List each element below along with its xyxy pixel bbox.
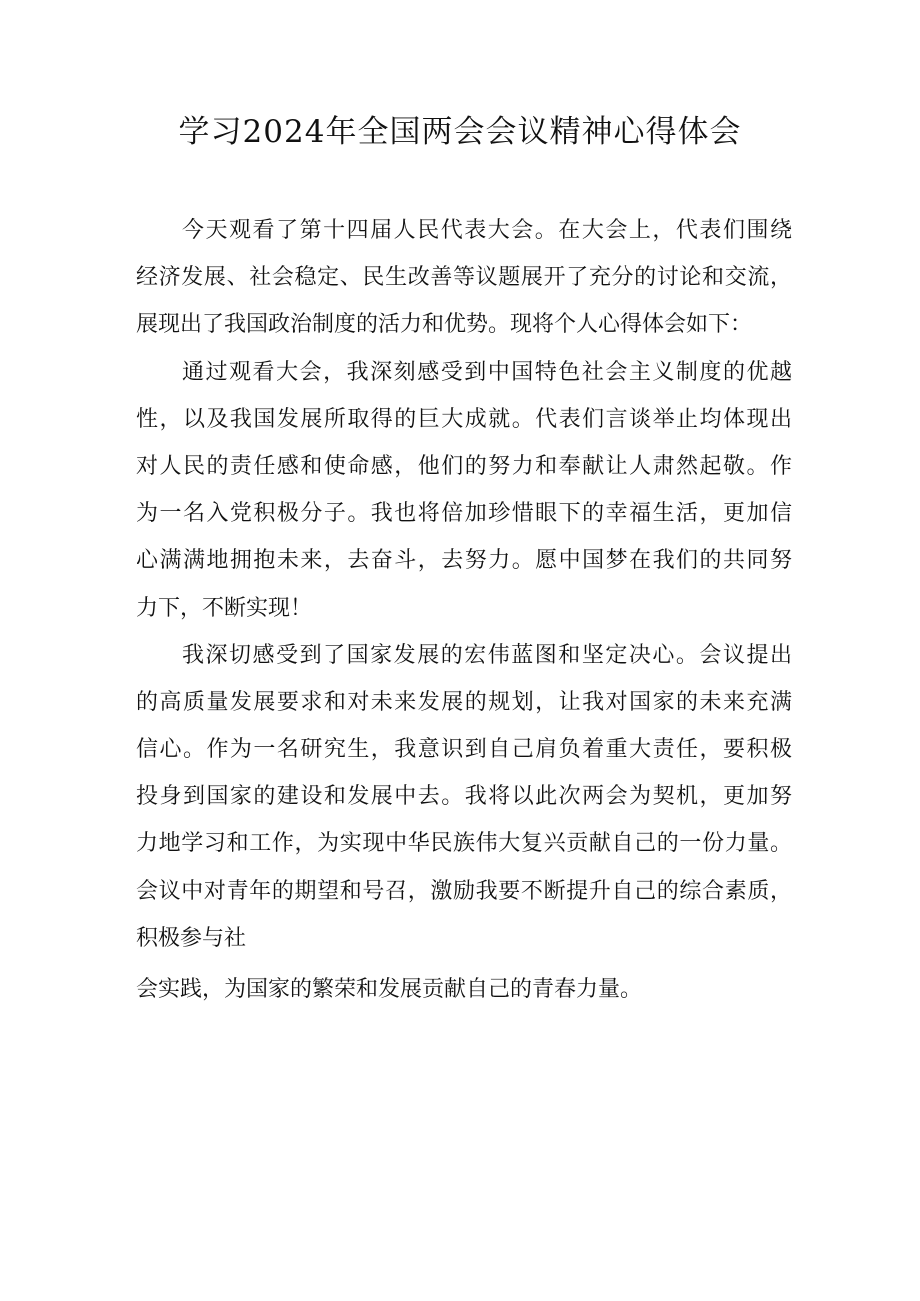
paragraph-1-line-3: 展现出了我国政治制度的活力和优势。现将个人心得体会如下：: [136, 312, 753, 338]
paragraph-3-line-4: 投身到国家的建设和发展中去。我将以此次两会为契机，更加努: [136, 784, 792, 810]
paragraph-2-line-1: 通过观看大会，我深刻感受到中国特色社会主义制度的优越: [182, 359, 792, 385]
paragraph-3-line-2: 的高质量发展要求和对未来发展的规划，让我对国家的未来充满: [136, 689, 792, 715]
paragraph-3-line-5: 力地学习和工作，为实现中华民族伟大复兴贡献自己的一份力量。: [136, 831, 792, 857]
paragraph-2-line-3: 对人民的责任感和使命感，他们的努力和奉献让人肃然起敬。作: [136, 453, 792, 479]
paragraph-3-line-6: 会议中对青年的期望和号召，激励我要不断提升自己的综合素质，: [136, 878, 792, 904]
paragraph-3-line-3: 信心。作为一名研究生，我意识到自己肩负着重大责任，要积极: [136, 737, 792, 763]
document-title: 学习2024年全国两会会议精神心得体会: [178, 114, 742, 150]
paragraph-2-line-5: 心满满地拥抱未来，去奋斗，去努力。愿中国梦在我们的共同努: [136, 548, 792, 574]
paragraph-1-line-2: 经济发展、社会稳定、民生改善等议题展开了充分的讨论和交流，: [136, 265, 792, 291]
paragraph-1-line-1: 今天观看了第十四届人民代表大会。在大会上，代表们围绕: [182, 218, 792, 243]
document-body: [136, 207, 792, 1013]
paragraph-4-line-1: 会实践，为国家的繁荣和发展贡献自己的青春力量。: [136, 977, 643, 1002]
paragraph-2-line-2: 性，以及我国发展所取得的巨大成就。代表们言谈举止均体现出: [136, 406, 792, 432]
paragraph-2-line-4: 为一名入党积极分子。我也将倍加珍惜眼下的幸福生活，更加信: [136, 501, 792, 527]
paragraph-3-line-1: 我深切感受到了国家发展的宏伟蓝图和坚定决心。会议提出: [182, 642, 792, 668]
paragraph-3-line-7: 积极参与社: [136, 925, 247, 951]
paragraph-2-line-6: 力下，不断实现！: [136, 595, 313, 621]
